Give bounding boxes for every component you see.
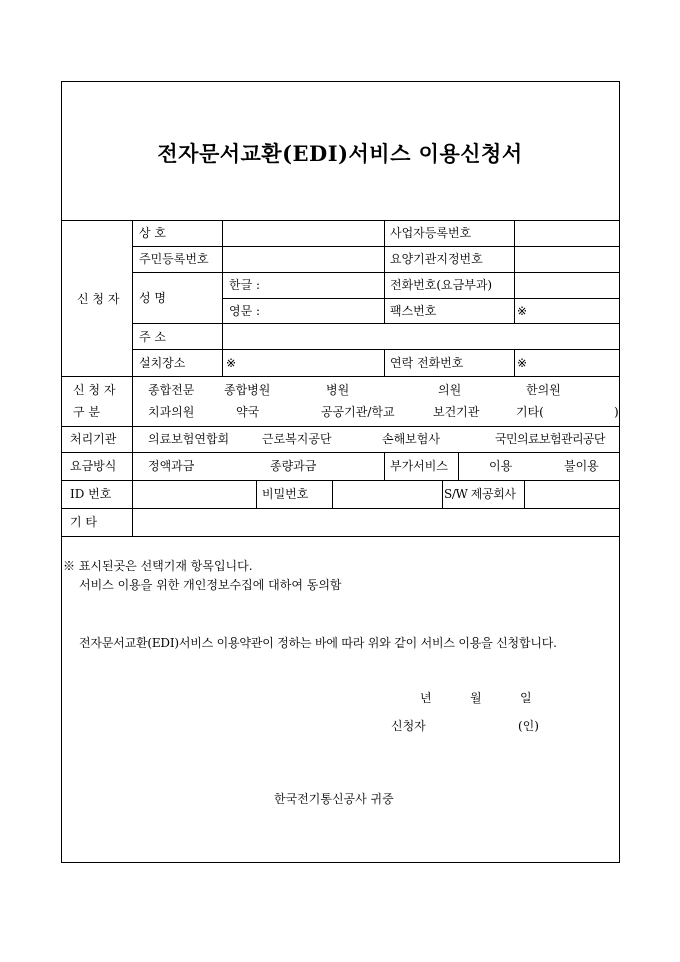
declaration-text: 전자문서교환(EDI)서비스 이용약관이 정하는 바에 따라 위와 같이 서비스 이용을 신청합니다. — [79, 636, 557, 650]
sw-provider-field[interactable] — [525, 481, 619, 507]
form-title: 전자문서교환(EDI)서비스 이용신청서 — [157, 141, 523, 166]
phone-billing-field[interactable] — [515, 273, 619, 297]
processing-option[interactable]: 의료보험연합회 — [148, 432, 230, 446]
medical-inst-field[interactable] — [515, 247, 619, 271]
name-korean-label: 한글 : — [229, 278, 261, 292]
fax-label: 팩스번호 — [390, 304, 437, 318]
category-option[interactable]: 병원 — [326, 383, 350, 397]
category-option[interactable]: 공공기관/학교 — [321, 405, 395, 419]
optional-note: ※ 표시된곳은 선택기재 항목입니다. — [63, 559, 253, 573]
address-field[interactable] — [223, 324, 619, 348]
name-english-field[interactable] — [270, 299, 383, 322]
contact-phone-field[interactable] — [530, 350, 619, 375]
resident-reg-field[interactable] — [223, 247, 383, 271]
applicant-section-label: 신 청 자 — [77, 292, 120, 306]
install-label: 설치장소 — [139, 356, 186, 370]
extra-service-label: 부가서비스 — [390, 459, 448, 473]
id-field[interactable] — [133, 481, 255, 507]
col-line — [384, 452, 385, 480]
category-other-close: ) — [614, 405, 619, 419]
install-field[interactable] — [240, 350, 383, 375]
extra-service-option[interactable]: 이용 — [489, 459, 513, 473]
addressee: 한국전기통신공사 귀중 — [274, 792, 394, 806]
medical-inst-label: 요양기관지정번호 — [390, 252, 483, 266]
date-year: 년 — [420, 691, 432, 705]
signature-field[interactable] — [432, 714, 512, 736]
company-field[interactable] — [223, 221, 383, 245]
name-english-label: 영문 : — [229, 304, 261, 318]
date-month-field[interactable] — [436, 686, 464, 708]
row-line — [61, 452, 620, 453]
other-field[interactable] — [133, 509, 619, 535]
col-line — [384, 220, 385, 323]
billing-option[interactable]: 정액과금 — [148, 459, 195, 473]
resident-reg-label: 주민등록번호 — [139, 252, 209, 266]
privacy-consent: 서비스 이용을 위한 개인정보수집에 대하여 동의함 — [79, 578, 342, 592]
processing-option[interactable]: 근로복지공단 — [262, 432, 332, 446]
processing-option[interactable]: 국민의료보험관리공단 — [495, 432, 605, 446]
phone-billing-label: 전화번호(요금부과) — [390, 278, 493, 292]
other-label: 기 타 — [70, 515, 97, 529]
category-option[interactable]: 한의원 — [526, 383, 561, 397]
col-line — [384, 349, 385, 376]
col-line — [442, 480, 443, 508]
category-option[interactable]: 종합전문 — [148, 383, 195, 397]
category-option[interactable]: 치과의원 — [148, 405, 195, 419]
category-label-bottom: 구 분 — [73, 405, 100, 419]
col-line — [256, 480, 257, 508]
business-reg-label: 사업자등록번호 — [390, 226, 472, 240]
password-field[interactable] — [333, 481, 441, 507]
signature-label: 신청자 — [391, 719, 426, 733]
processing-label: 처리기관 — [70, 432, 117, 446]
row-line — [61, 426, 620, 427]
company-label: 상 호 — [139, 226, 166, 240]
category-option[interactable]: 종합병원 — [224, 383, 271, 397]
col-line — [132, 220, 133, 376]
processing-option[interactable]: 손해보험사 — [382, 432, 440, 446]
category-option[interactable]: 약국 — [236, 405, 260, 419]
billing-label: 요금방식 — [70, 459, 117, 473]
col-line — [458, 452, 459, 480]
table-bottom-line — [61, 536, 620, 537]
date-day: 일 — [520, 691, 532, 705]
category-label-top: 신 청 자 — [73, 383, 116, 397]
password-label: 비밀번호 — [262, 487, 309, 501]
address-label: 주 소 — [139, 330, 166, 344]
extra-service-option[interactable]: 불이용 — [564, 459, 599, 473]
billing-option[interactable]: 종량과금 — [270, 459, 317, 473]
fax-field[interactable] — [530, 299, 619, 322]
row-line — [61, 376, 620, 377]
date-month: 월 — [470, 691, 482, 705]
category-option-other[interactable]: 기타( — [516, 405, 544, 419]
id-label: ID 번호 — [70, 487, 112, 501]
fax-optional-mark: ※ — [517, 304, 528, 318]
contact-phone-label: 연락 전화번호 — [390, 356, 464, 370]
category-option[interactable]: 의원 — [438, 383, 462, 397]
col-line — [514, 349, 515, 376]
name-korean-field[interactable] — [270, 273, 383, 297]
application-form — [61, 81, 620, 863]
business-reg-field[interactable] — [515, 221, 619, 245]
contact-phone-optional-mark: ※ — [517, 356, 528, 370]
install-optional-mark: ※ — [226, 356, 237, 370]
sw-provider-label: S/W 제공회사 — [444, 487, 516, 501]
name-label: 성 명 — [139, 291, 166, 305]
signature-seal: (인) — [518, 719, 539, 733]
category-option[interactable]: 보건기관 — [433, 405, 480, 419]
